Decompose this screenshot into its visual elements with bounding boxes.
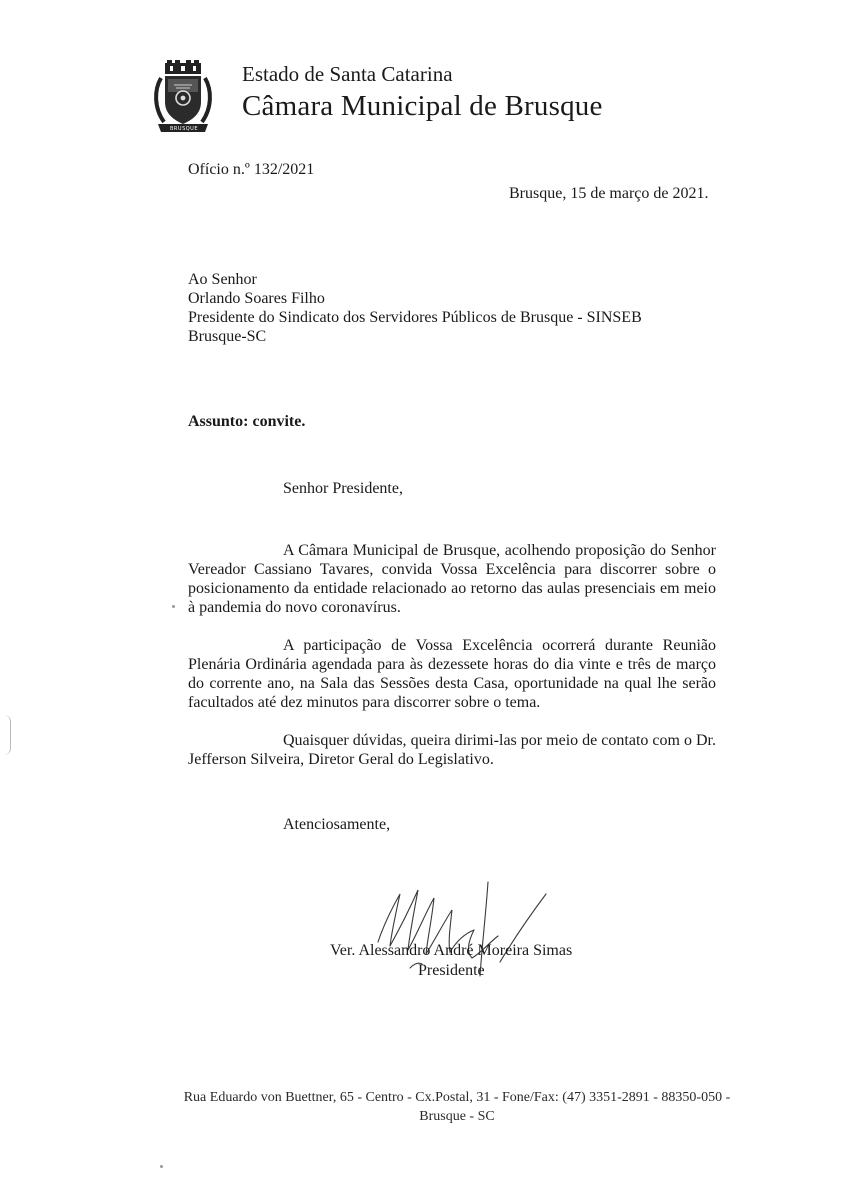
body-paragraph: A participação de Vossa Excelência ocorrerá durante Reunião Plenária Ordinária agendada para às dezessete horas do dia vinte e três de março do corrente ano, na Sala das Sessões desta Casa, oportunidade na qual lhe serão facultados até dez minutos para discorrer sobre o tema.: [188, 637, 716, 711]
recipient-block: [188, 270, 642, 346]
recipient-city: Brusque-SC: [188, 328, 267, 345]
footer-line: Brusque - SC: [419, 1109, 495, 1124]
body-paragraph: A Câmara Municipal de Brusque, acolhendo proposição do Senhor Vereador Cassiano Tavares, convida Vossa Excelência para discorrer sobre o posicionamento da entidade relacionado ao retorno das aulas presenciais em meio à pandemia do novo coronavírus.: [188, 542, 716, 616]
chamber-name: Câmara Municipal de Brusque: [242, 90, 603, 122]
recipient-name: Orlando Soares Filho: [188, 290, 325, 307]
salutation: Senhor Presidente,: [283, 480, 403, 497]
closing-line: Atenciosamente,: [283, 816, 391, 833]
signer-name: Ver. Alessandro André Moreira Simas: [330, 942, 573, 959]
subject-line: Assunto: convite.: [188, 413, 306, 430]
recipient-title: Presidente do Sindicato dos Servidores Públicos de Brusque - SINSEB: [188, 309, 642, 326]
date-line: Brusque, 15 de março de 2021.: [509, 185, 709, 202]
signer-role: Presidente: [418, 962, 485, 979]
state-name: Estado de Santa Catarina: [242, 62, 453, 86]
body-paragraph: Quaisquer dúvidas, queira dirimi-las por meio de contato com o Dr. Jefferson Silveira, Diretor Geral do Legislativo.: [188, 732, 716, 768]
footer-address: [148, 1088, 766, 1126]
scan-speck: [172, 605, 175, 608]
footer-line: Rua Eduardo von Buettner, 65 - Centro - Cx.Postal, 31 - Fone/Fax: (47) 3351-2891 - 88350-050 -: [183, 1090, 731, 1105]
recipient-line: Ao Senhor: [188, 271, 257, 288]
coat-of-arms-icon: [152, 60, 214, 136]
scan-mark: [4, 715, 11, 755]
scan-speck: [160, 1165, 163, 1168]
crest-banner-text: BRUSQUE: [170, 126, 198, 132]
oficio-number: Ofício n.º 132/2021: [188, 161, 315, 178]
